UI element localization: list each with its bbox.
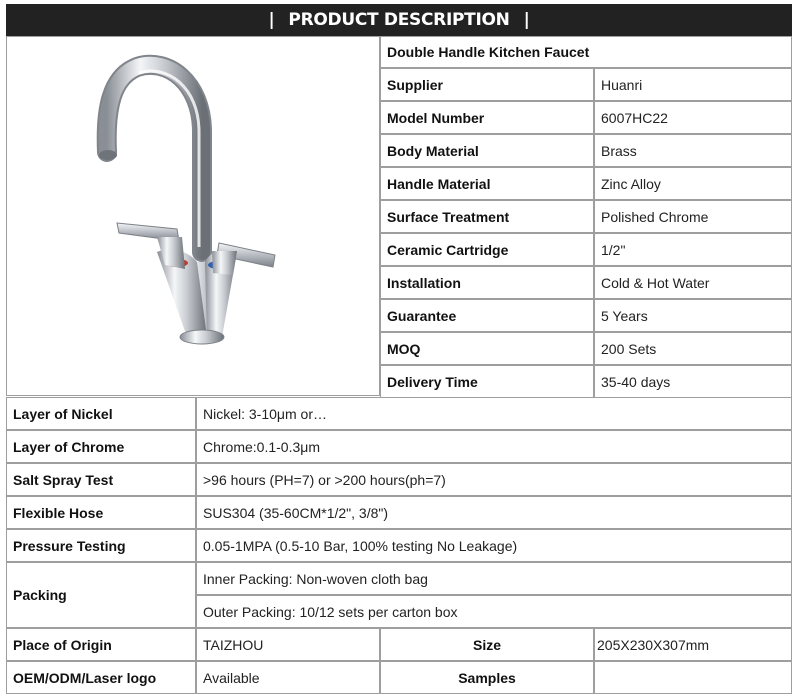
spec-label: MOQ (380, 332, 594, 365)
detail-value: SUS304 (35-60CM*1/2", 3/8") (196, 496, 792, 529)
spec-label: Delivery Time (380, 365, 594, 398)
detail-value: >96 hours (PH=7) or >200 hours(ph=7) (196, 463, 792, 496)
origin-label: Place of Origin (6, 628, 196, 661)
size-value: 205X230X307mm (594, 628, 792, 661)
spec-value: Zinc Alloy (594, 167, 792, 200)
detail-label: Flexible Hose (6, 496, 196, 529)
origin-value: TAIZHOU (196, 628, 380, 661)
spec-label: Model Number (380, 101, 594, 134)
size-label: Size (380, 628, 594, 661)
samples-value (594, 661, 792, 694)
spec-value: Polished Chrome (594, 200, 792, 233)
spec-label: Installation (380, 266, 594, 299)
spec-label: Ceramic Cartridge (380, 233, 594, 266)
spec-value: Huanri (594, 68, 792, 101)
spec-label: Handle Material (380, 167, 594, 200)
header-divider: | (523, 10, 530, 30)
detail-value: Chrome:0.1-0.3μm (196, 430, 792, 463)
detail-label: Pressure Testing (6, 529, 196, 562)
detail-label: Layer of Nickel (6, 397, 196, 430)
spec-value: 1/2" (594, 233, 792, 266)
spec-label: Guarantee (380, 299, 594, 332)
spec-value: 200 Sets (594, 332, 792, 365)
faucet-icon (7, 37, 379, 395)
spec-value: Brass (594, 134, 792, 167)
spec-value: Cold & Hot Water (594, 266, 792, 299)
detail-value: Nickel: 3-10μm or… (196, 397, 792, 430)
outer-packing: Outer Packing: 10/12 sets per carton box (196, 595, 792, 628)
detail-label: Layer of Chrome (6, 430, 196, 463)
header-title: PRODUCT DESCRIPTION (288, 10, 510, 30)
product-image-cell (6, 36, 380, 396)
header-divider: | (268, 10, 275, 30)
spec-label: Supplier (380, 68, 594, 101)
detail-value: 0.05-1MPA (0.5-10 Bar, 100% testing No Leakage) (196, 529, 792, 562)
spec-value: 35-40 days (594, 365, 792, 398)
packing-label: Packing (6, 562, 196, 628)
inner-packing: Inner Packing: Non-woven cloth bag (196, 562, 792, 595)
spec-label: Body Material (380, 134, 594, 167)
product-name: Double Handle Kitchen Faucet (380, 36, 792, 68)
detail-label: Salt Spray Test (6, 463, 196, 496)
oem-value: Available (196, 661, 380, 694)
section-header (6, 4, 792, 36)
samples-label: Samples (380, 661, 594, 694)
spec-value: 6007HC22 (594, 101, 792, 134)
spec-label: Surface Treatment (380, 200, 594, 233)
oem-label: OEM/ODM/Laser logo (6, 661, 196, 694)
spec-value: 5 Years (594, 299, 792, 332)
